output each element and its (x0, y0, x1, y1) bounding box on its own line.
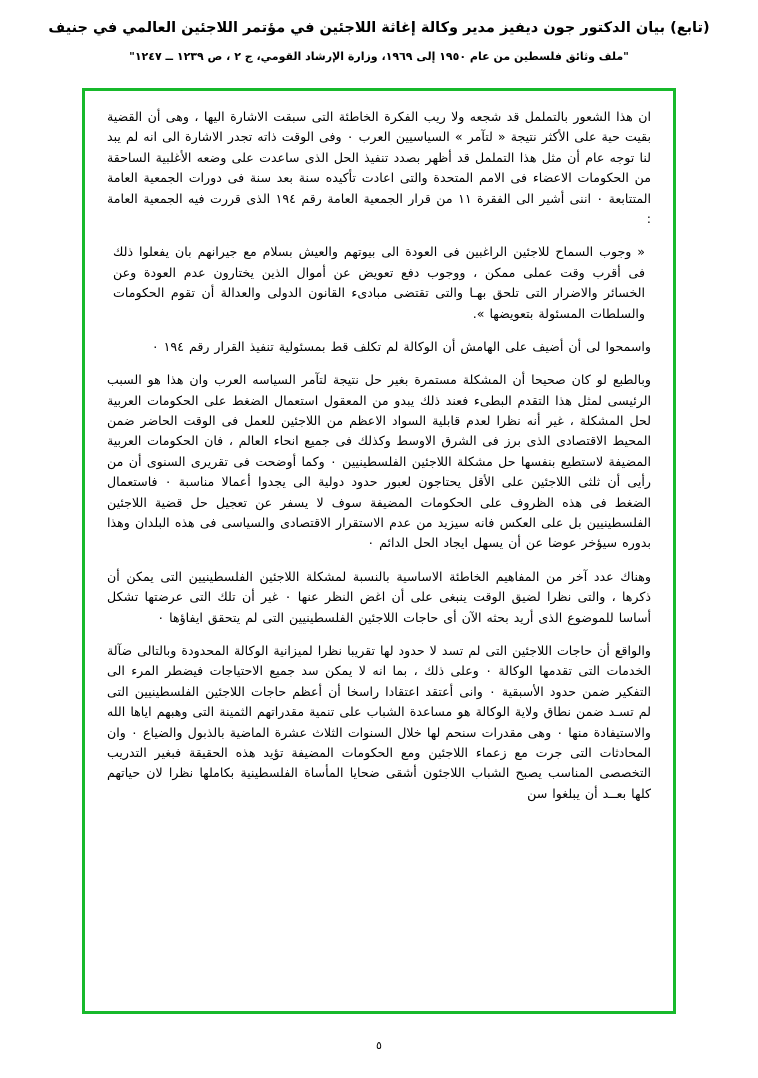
paragraph: والواقع أن حاجات اللاجئين التى لم تسد لا حدود لها تقريبا نظرا لميزانية الوكالة المحدودة وبالتالى ضآلة الخدمات التى تقدمها الوكالة ٠ وعلى ذلك ، بما انه لا يمكن سد جميع الاحتياجات فيضطر المرء الى التفكير ضمن حدود الأسبقية ٠ وانى أعتقد اعتقادا راسخا أن أعظم حاجات اللاجئين الفلسطينيين التى لم تسـد ضمن نطاق ولاية الوكالة هو مساعدة الشباب على تنمية مقدراتهم الثمينة التى وهبهم اياها الله والاستيفادة منها ٠ وهى مقدرات سنحم لها خلال السنوات الثلاث عشرة الماضية بالذبول والضياع ٠ وان المحادثات التى جرت مع زعماء اللاجئين ومع الحكومات المضيفة تؤيد هذه الحقيقة فبغير التدريب التخصصى المناسب يصبح الشباب اللاجئون أشقى ضحايا المأساة الفلسطينية بكاملها نظرا لان حياتهم كلها بعــد أن يبلغوا سن (107, 642, 651, 801)
paragraph: ان هذا الشعور بالتململ قد شجعه ولا ريب الفكرة الخاطئة التى سبقت الاشارة اليها ، وهى أن القضية بقيت حية على الأكثر نتيجة « لتآمر » السياسيين العرب ٠ وفى الوقت ذاته تجدر الاشارة الى انه لم يبد لنا توجه عام أن مثل هذا التململ قد أظهر بصدد تنفيذ الحل الذى ساعدت على وضعه الأغلبية الساحقة من الحكومات الاعضاء فى الامم المتحدة والتى اعادت تأكيده سنة بعد سنة فى دورات الجمعية العامة المتتابعة ٠ اننى أشير الى الفقرة ١١ من قرار الجمعية العامة رقم ١٩٤ الذى قررت فيه الجمعية العامة : (107, 109, 651, 226)
source-citation: "ملف وثائق فلسطين من عام ١٩٥٠ إلى ١٩٦٩، وزارة الإرشاد القومي، ج ٢ ، ص ١٢٣٩ ــ ١٢٤٧" (129, 49, 629, 63)
page-title: (تابع) بيان الدكتور جون ديفيز مدير وكالة إغاثة اللاجئين في مؤتمر اللاجئين العالمي في جنيف (48, 20, 710, 36)
paragraph: وهناك عدد آخر من المفاهيم الخاطئة الاساسية بالنسبة لمشكلة اللاجئين الفلسطينيين التى يمكن أن ذكرها ، والتى نظرا لضيق الوقت ينبغى على أن اغض النظر عنها ٠ غير أن تلك التى عرضتها تشكل أساسا للموضوع الذى أريد بحثه الآن أى حاجات اللاجئين الفلسطينيين التى لم يتحقق ايفاؤها ٠ (107, 568, 651, 625)
page-number: ٥ (376, 1039, 382, 1052)
document-header (0, 0, 758, 65)
content-frame (82, 88, 676, 1014)
paragraph: وبالطبع لو كان صحيحا أن المشكلة مستمرة بغير حل نتيجة لتآمر السياسه العرب وان هذا هو السبب الرئيسى لمثل هذا التقدم البطىء فعند ذلك يبدو من المعقول استعمال الضغط على الحكومات العربية لحل المشكلة ، غير أنه نظرا لعدم قابلية السواد الاعظم من اللاجئين للعمل فى الوقت الحاضر ضمن المحيط الاقتصادى الذى برز فى الشرق الاوسط وكذلك فى جميع انحاء العالم ، فان الحكومات العربية المضيفة لاستطيع بنفسها حل مشكلة اللاجئين الفلسطينيين ٠ وكما أوضحت فى تقريرى السنوى أن من رأيى أن ثلثى اللاجئين على الأقل يحتاجون لعبور حدود دولية الى يجدوا أعمالا مناسبة ٠ فاستعمال الضغط فى هذه الظروف على الحكومات المضيفة سوف لا يسفر عن تعجيل حل قضية اللاجئين الفلسطينيين بل على العكس فانه سيزيد من عدم الاستقرار الاقتصادى والسياسى فى هذه البلدان وهذا بدوره سيؤخر عوضا عن أن يسهل ايجاد الحل الدائم ٠ (107, 372, 651, 551)
quoted-paragraph: « وجوب السماح للاجئين الراغبين فى العودة الى بيوتهم والعيش بسلام مع جيرانهم بان يفعلوا ذلك فى أقرب وقت عملى ممكن ، ووجوب دفع تعويض عن أموال الذين يختارون عدم العودة وعن الخسائر والاضرار التى تلحق بهـا والتى تقتضى مبادىء القانون الدولى والعدالة أن تقوم الحكومات والسلطات المسئولة بتعويضها ». (113, 244, 645, 321)
paragraph: واسمحوا لى أن أضيف على الهامش أن الوكالة لم تكلف قط بمسئولية تنفيذ القرار رقم ١٩٤ ٠ (151, 338, 651, 354)
content-body (85, 91, 673, 1011)
